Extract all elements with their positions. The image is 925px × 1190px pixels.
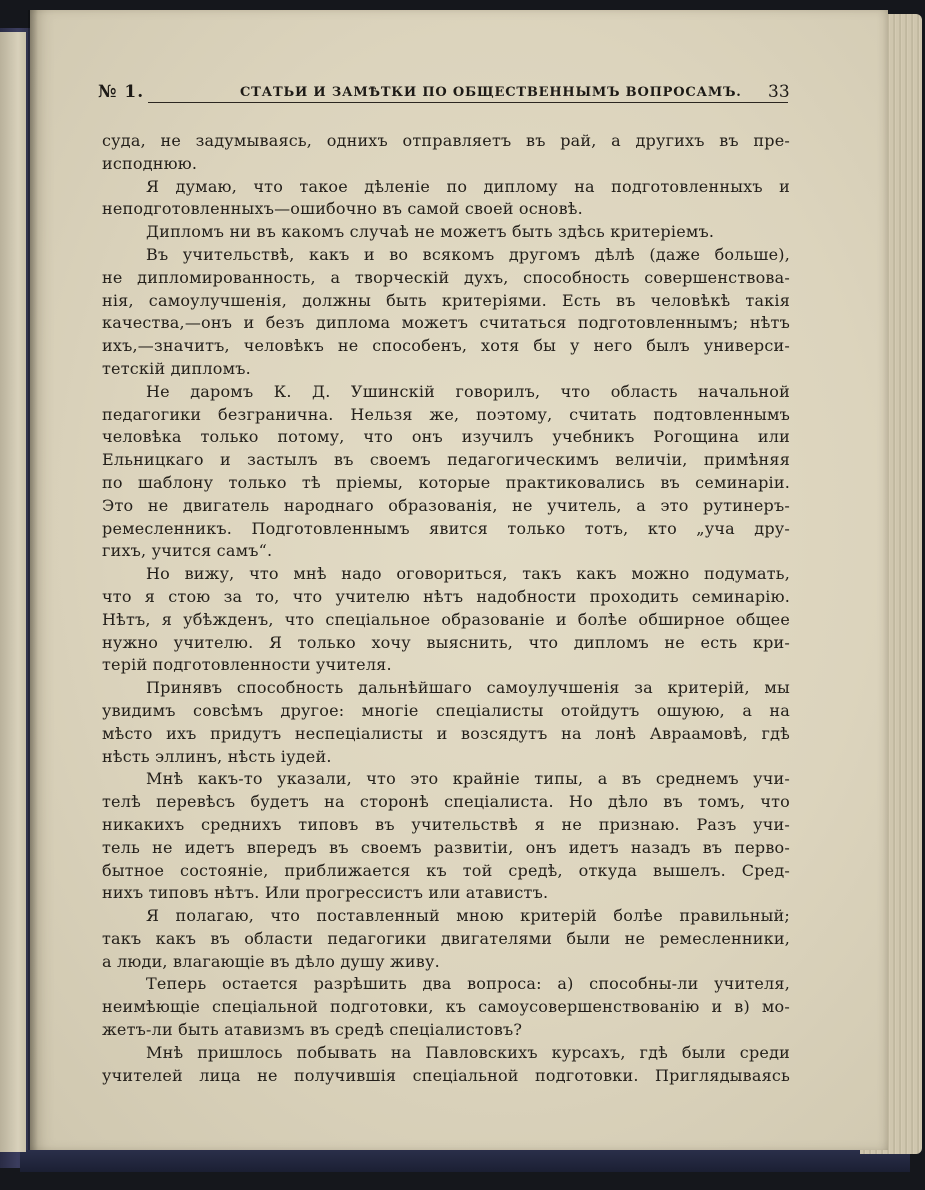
paragraph: [102, 768, 790, 905]
text-line: Но вижу, что мнѣ надо оговориться, такъ какъ можно подумать,: [146, 564, 790, 584]
text-line: никакихъ среднихъ типовъ въ учительствѣ я не признаю. Разъ учи-: [102, 814, 790, 834]
text-line: увидимъ совсѣмъ другое: многіе спеціалисты отойдутъ ошуюю, а на: [102, 700, 790, 720]
text-line: педагогики безгранична. Нельзя же, поэтому, считать подтовленнымъ: [102, 404, 790, 424]
text-line: что я стою за то, что учителю нѣтъ надобности проходить семинарію.: [102, 586, 790, 606]
text-line: нужно учителю. Я только хочу выяснить, что дипломъ не есть кри-: [102, 632, 790, 652]
text-line: Теперь остается разрѣшить два вопроса: а) способны-ли учителя,: [146, 974, 790, 994]
text-line: неподготовленныхъ—ошибочно въ самой своей основѣ.: [102, 199, 583, 219]
text-line: телѣ перевѣсъ будетъ на сторонѣ спеціалиста. Но дѣло въ томъ, что: [102, 792, 790, 812]
section-title: СТАТЬИ И ЗАМѢТКИ ПО ОБЩЕСТВЕННЫМЪ ВОПРОСАМЪ.: [240, 85, 742, 100]
text-line: тель не идетъ впередъ въ своемъ развитіи, онъ идетъ назадъ въ перво-: [102, 837, 790, 857]
page-number: 33: [768, 82, 790, 102]
text-line: терій подготовленности учителя.: [102, 655, 392, 675]
text-line: учителей лица не получившія спеціальной подготовки. Приглядываясь: [102, 1065, 790, 1085]
text-line: ихъ,—значитъ, человѣкъ не способенъ, хотя бы у него былъ универси-: [102, 336, 790, 356]
issue-number: № 1.: [98, 82, 145, 102]
paragraph: [102, 176, 790, 222]
previous-page-edge: [0, 32, 26, 1152]
text-line: Ельницкаго и застылъ въ своемъ педагогическимъ величіи, примѣняя: [102, 450, 790, 470]
paragraph: [102, 244, 790, 381]
paragraph: [102, 973, 790, 1041]
text-line: по шаблону только тѣ пріемы, которые практиковались въ семинаріи.: [102, 472, 790, 492]
text-line: мѣсто ихъ придутъ неспеціалисты и возсядутъ на лонѣ Авраамовѣ, гдѣ: [102, 723, 790, 743]
text-line: Принявъ способность дальнѣйшаго самоулучшенія за критерій, мы: [146, 678, 790, 698]
header-rule: [148, 102, 788, 103]
text-line: Въ учительствѣ, какъ и во всякомъ другомъ дѣлѣ (даже больше),: [146, 244, 790, 264]
book-cover-bottom: [20, 1150, 910, 1172]
text-line: Я полагаю, что поставленный мною критерій болѣе правильный;: [146, 906, 790, 926]
paragraph: [102, 381, 790, 563]
text-line: нія, самоулучшенія, должны быть критеріями. Есть въ человѣкѣ такія: [102, 290, 790, 310]
body-text: [102, 130, 790, 1087]
text-line: человѣка только потому, что онъ изучилъ учебникъ Рогощина или: [102, 427, 790, 447]
text-line: качества,—онъ и безъ диплома можетъ считаться подготовленнымъ; нѣтъ: [102, 313, 790, 333]
text-line: а люди, влагающіе въ дѣло душу живу.: [102, 951, 440, 971]
paragraph: [102, 677, 790, 768]
text-line: Я думаю, что такое дѣленіе по диплому на подготовленныхъ и: [146, 176, 790, 196]
text-line: суда, не задумываясь, однихъ отправляетъ въ рай, а другихъ въ пре-: [102, 131, 790, 150]
text-line: такъ какъ въ области педагогики двигателями были не ремесленники,: [102, 928, 790, 948]
text-line: ремесленникъ. Подготовленнымъ явится только тотъ, кто „уча дру-: [102, 518, 790, 538]
text-line: нихъ типовъ нѣтъ. Или прогрессистъ или атавистъ.: [102, 883, 549, 903]
text-line: тетскій дипломъ.: [102, 358, 251, 378]
text-line: жетъ-ли быть атавизмъ въ средѣ спеціалистовъ?: [102, 1020, 523, 1040]
text-line: Мнѣ какъ-то указали, что это крайніе типы, а въ среднемъ учи-: [146, 769, 790, 789]
text-line: Дипломъ ни въ какомъ случаѣ не можетъ быть здѣсь критеріемъ.: [146, 222, 715, 242]
paragraph: [102, 905, 790, 973]
text-line: Нѣтъ, я убѣжденъ, что спеціальное образованіе и болѣе обширное общее: [102, 609, 790, 629]
text-line: Это не двигатель народнаго образованія, не учитель, а это рутинеръ-: [102, 495, 790, 515]
text-line: Не даромъ К. Д. Ушинскій говорилъ, что область начальной: [146, 381, 790, 401]
text-line: неимѣющіе спеціальной подготовки, къ самоусовершенствованію и в) мо-: [102, 997, 790, 1017]
paragraph: [102, 221, 790, 244]
text-line: бытное состояніе, приближается къ той средѣ, откуда вышелъ. Сред-: [102, 860, 790, 880]
paragraph: [102, 1042, 790, 1088]
text-line: исподнюю.: [102, 153, 198, 173]
page-gutter-shadow: [28, 10, 38, 1150]
paragraph: [102, 563, 790, 677]
text-line: не дипломированность, а творческій духъ, способность совершенствова-: [102, 267, 790, 287]
paragraph: [102, 130, 790, 176]
text-line: нѣсть эллинъ, нѣсть іудей.: [102, 746, 332, 766]
text-line: гихъ, учится самъ“.: [102, 541, 273, 561]
text-line: Мнѣ пришлось побывать на Павловскихъ курсахъ, гдѣ были среди: [146, 1042, 790, 1062]
